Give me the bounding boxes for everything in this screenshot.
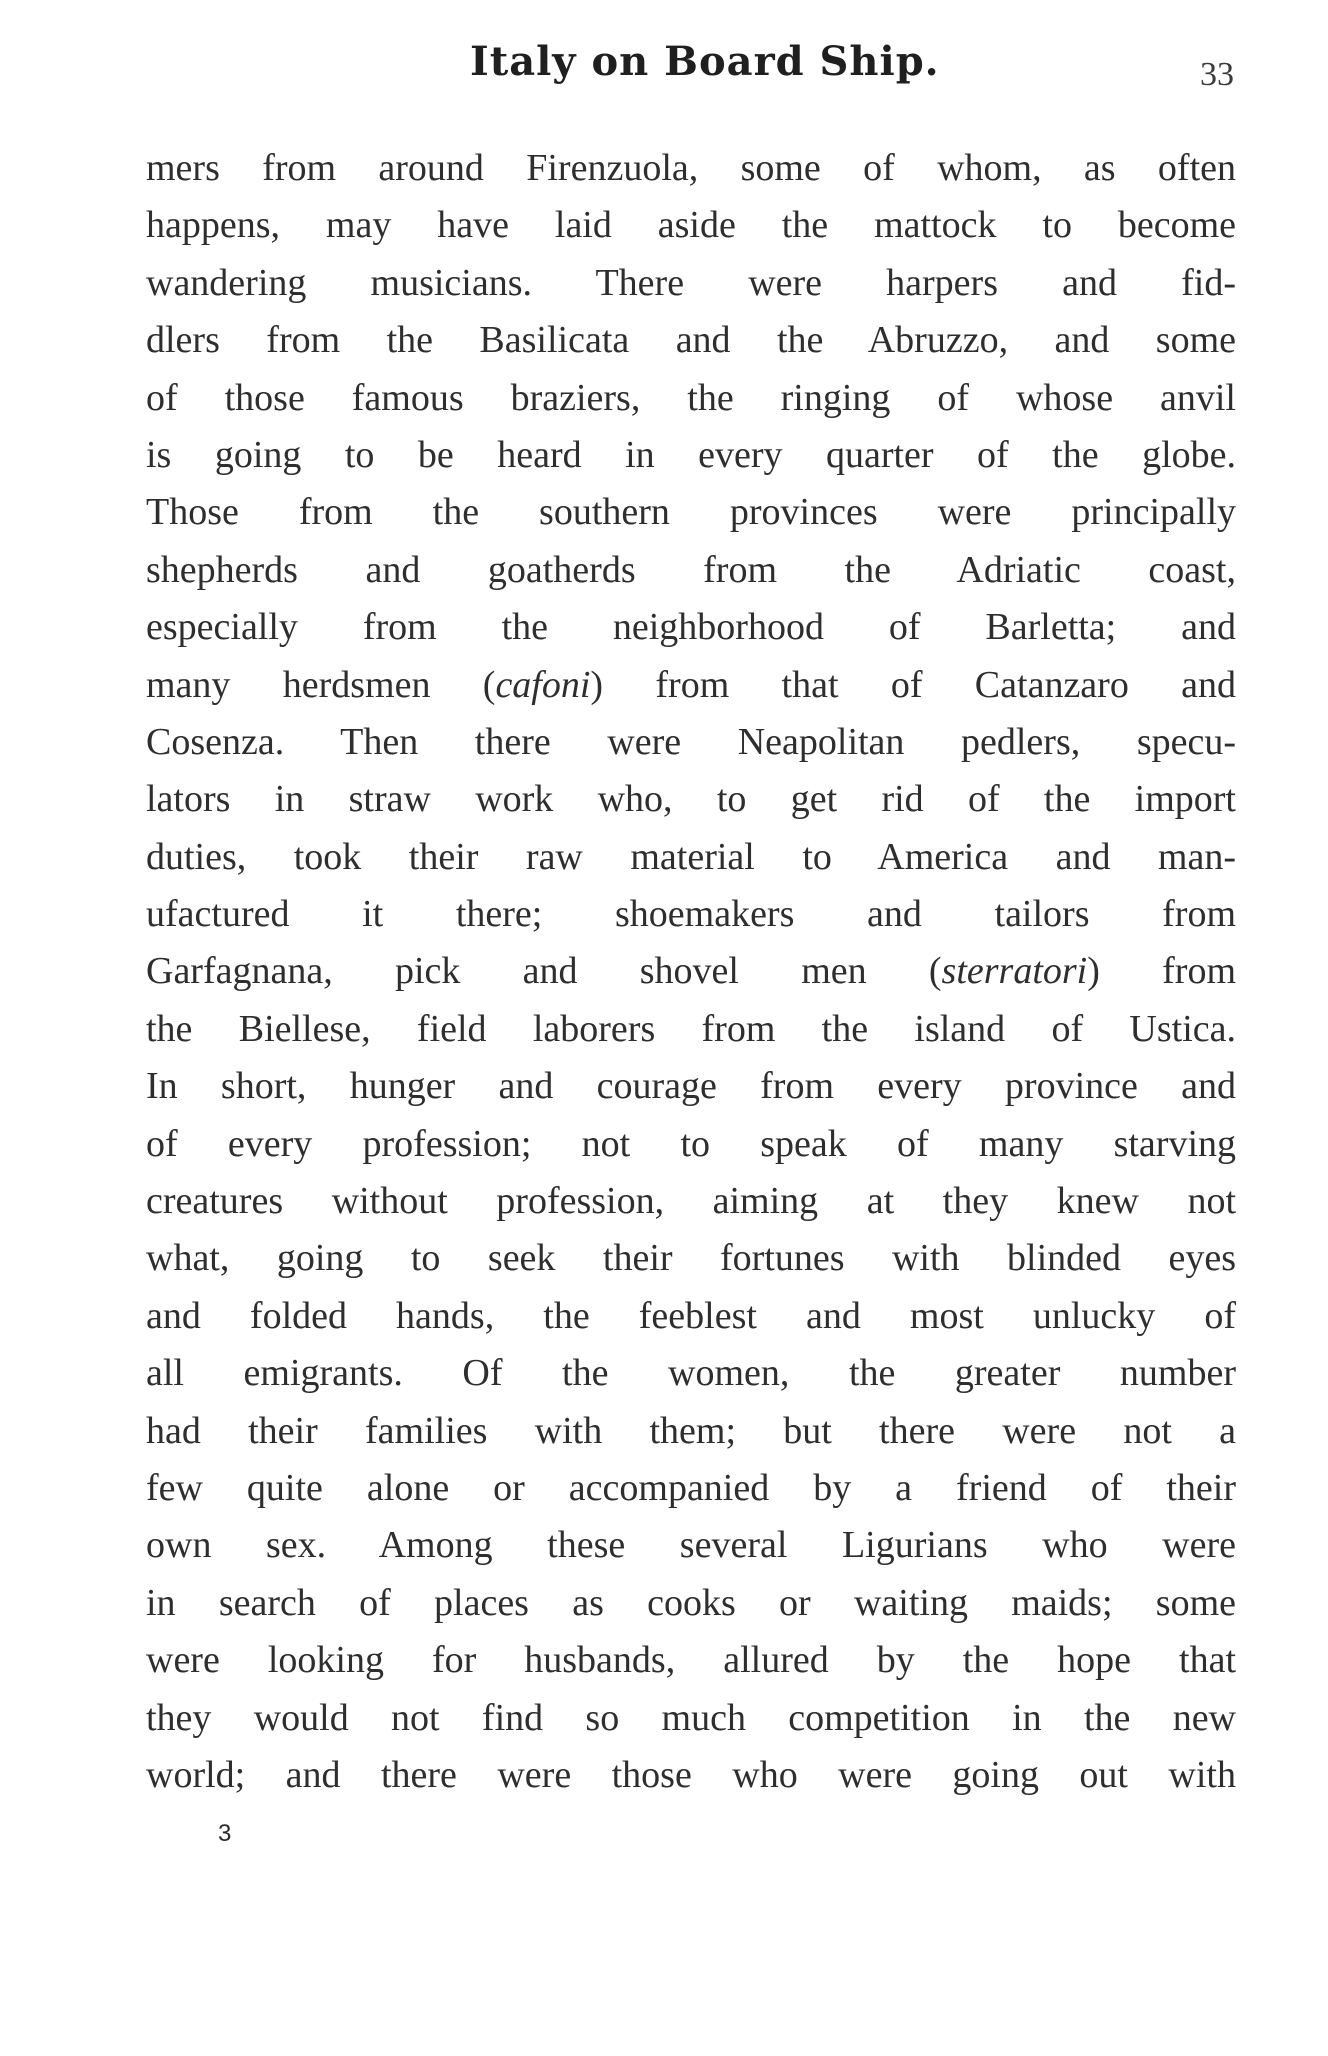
text-line: in search of places as cooks or waiting maids; some	[146, 1581, 1236, 1624]
text-line: the Biellese, field laborers from the island of Ustica.	[146, 1007, 1236, 1050]
text-line: of those famous braziers, the ringing of whose anvil	[146, 376, 1236, 419]
italic-term: cafoni	[495, 663, 591, 706]
text-line: were looking for husbands, allured by the hope that	[146, 1639, 1236, 1682]
text-line: especially from the neighborhood of Barletta; and	[146, 606, 1236, 649]
text-line: happens, may have laid aside the mattock to become	[146, 204, 1236, 247]
text-line: ufactured it there; shoemakers and tailors from	[146, 893, 1236, 936]
text-line: what, going to seek their fortunes with blinded eyes	[146, 1237, 1236, 1280]
text-line: all emigrants. Of the women, the greater number	[146, 1352, 1236, 1395]
text-line: many herdsmen (cafoni) from that of Catanzaro and	[146, 663, 1237, 706]
text-line: wandering musicians. There were harpers and fid-	[146, 261, 1236, 304]
text-line: In short, hunger and courage from every province and	[146, 1065, 1236, 1108]
text-line: and folded hands, the feeblest and most unlucky of	[146, 1294, 1236, 1337]
text-line: few quite alone or accompanied by a friend of their	[146, 1466, 1236, 1509]
running-title: Italy on Board Ship.	[470, 38, 940, 85]
text-line: had their families with them; but there were not a	[146, 1409, 1236, 1452]
text-line: shepherds and goatherds from the Adriatic coast,	[146, 548, 1236, 591]
text-line: lators in straw work who, to get rid of the import	[146, 778, 1236, 821]
text-line: world; and there were those who were going out with	[146, 1753, 1236, 1796]
text-line: duties, took their raw material to America and man-	[146, 835, 1236, 878]
text-line: creatures without profession, aiming at they knew not	[146, 1180, 1236, 1223]
italic-term: sterratori	[941, 950, 1088, 993]
text-line: dlers from the Basilicata and the Abruzzo, and some	[146, 319, 1236, 362]
text-line: Cosenza. Then there were Neapolitan pedlers, specu-	[146, 720, 1236, 763]
text-line: Garfagnana, pick and shovel men (sterratori) from	[146, 950, 1236, 993]
text-line: of every profession; not to speak of many starving	[146, 1122, 1236, 1165]
text-line: Those from the southern provinces were principally	[146, 491, 1236, 534]
signature-mark: 3	[218, 1820, 232, 1847]
text-line: is going to be heard in every quarter of the globe.	[146, 433, 1236, 476]
text-line: they would not find so much competition in the new	[146, 1696, 1236, 1739]
text-line: own sex. Among these several Ligurians who were	[146, 1524, 1236, 1567]
text-line: mers from around Firenzuola, some of whom, as often	[146, 147, 1236, 189]
page-number: 33	[1200, 56, 1234, 93]
body-text	[146, 140, 1236, 1804]
